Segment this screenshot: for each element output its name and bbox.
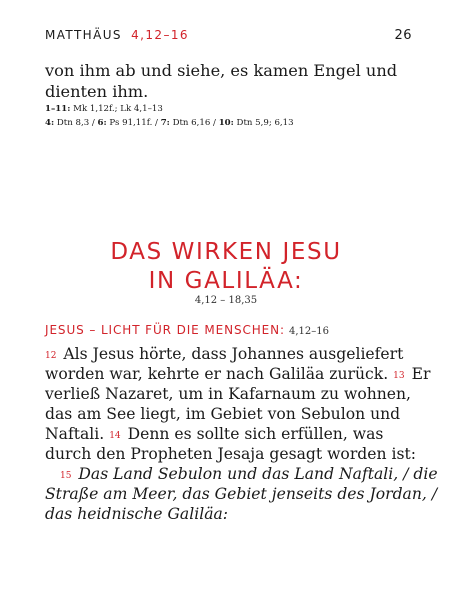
body-text: durch den Propheten Jesaja gesagt worden ist: [45, 445, 416, 463]
xref-text: Dtn 6,16 / [169, 118, 219, 128]
xref-text: Dtn 8,3 / [54, 118, 98, 128]
body-line [45, 444, 422, 464]
page-number: 26 [394, 28, 412, 43]
xref-key: 6: [97, 118, 107, 128]
body-text: Denn es sollte sich erfüllen, was [127, 425, 384, 443]
section-heading-line: IN GALILÄA: [148, 268, 304, 294]
section-heading-line: DAS WIRKEN JESU [110, 239, 342, 265]
cross-reference-line [45, 116, 422, 130]
xref-text: Ps 91,11f. / [106, 118, 161, 128]
xref-text: Mk 1,12f.; Lk 4,1–13 [70, 104, 163, 114]
continuation-text: von ihm ab und siehe, es kamen Engel und dienten ihm. [45, 61, 398, 101]
quote-text: Straße am Meer, das Gebiet jenseits des Jordan, / [45, 485, 438, 503]
running-head-ref: 4,12–16 [131, 28, 189, 42]
subsection-title: JESUS – LICHT FÜR DIE MENSCHEN: [45, 323, 285, 337]
section-range: 4,12 – 18,35 [194, 295, 258, 306]
body-line [45, 404, 422, 424]
verse-number: 14 [109, 431, 121, 441]
subsection-heading [45, 323, 432, 337]
quote-text: das heidnische Galiläa: [45, 505, 229, 523]
xref-key: 7: [160, 118, 170, 128]
verse-number: 15 [60, 471, 72, 481]
xref-text: Dtn 5,9; 6,13 [233, 118, 294, 128]
body-text: Naftali. [45, 425, 105, 443]
body-line [45, 384, 422, 404]
body-text: worden war, kehrte er nach Galiläa zurück. [45, 365, 389, 383]
body-line [45, 364, 431, 386]
body-text: Er [411, 365, 431, 383]
xref-key: 4: [45, 118, 55, 128]
body-line [45, 504, 422, 524]
subsection-ref: 4,12–16 [289, 326, 329, 337]
body-line [45, 484, 438, 504]
body-line [60, 464, 438, 486]
quote-text: Das Land Sebulon und das Land Naftali, / die [78, 465, 438, 483]
running-head [45, 28, 412, 44]
body-line [45, 344, 422, 366]
xref-key: 1–11: [45, 104, 71, 114]
body-text: Als Jesus hörte, dass Johannes ausgeliefert [63, 345, 404, 363]
xref-key: 10: [218, 118, 234, 128]
body-text: das am See liegt, im Gebiet von Sebulon und [45, 405, 401, 423]
cross-reference-line [45, 102, 422, 116]
running-head-book: MATTHÄUS [45, 28, 122, 42]
body-line [45, 424, 422, 446]
body-text: verließ Nazaret, um in Kafarnaum zu wohnen, [45, 385, 412, 403]
section-heading [0, 238, 452, 296]
verse-number: 13 [393, 371, 405, 381]
verse-number: 12 [45, 351, 57, 361]
